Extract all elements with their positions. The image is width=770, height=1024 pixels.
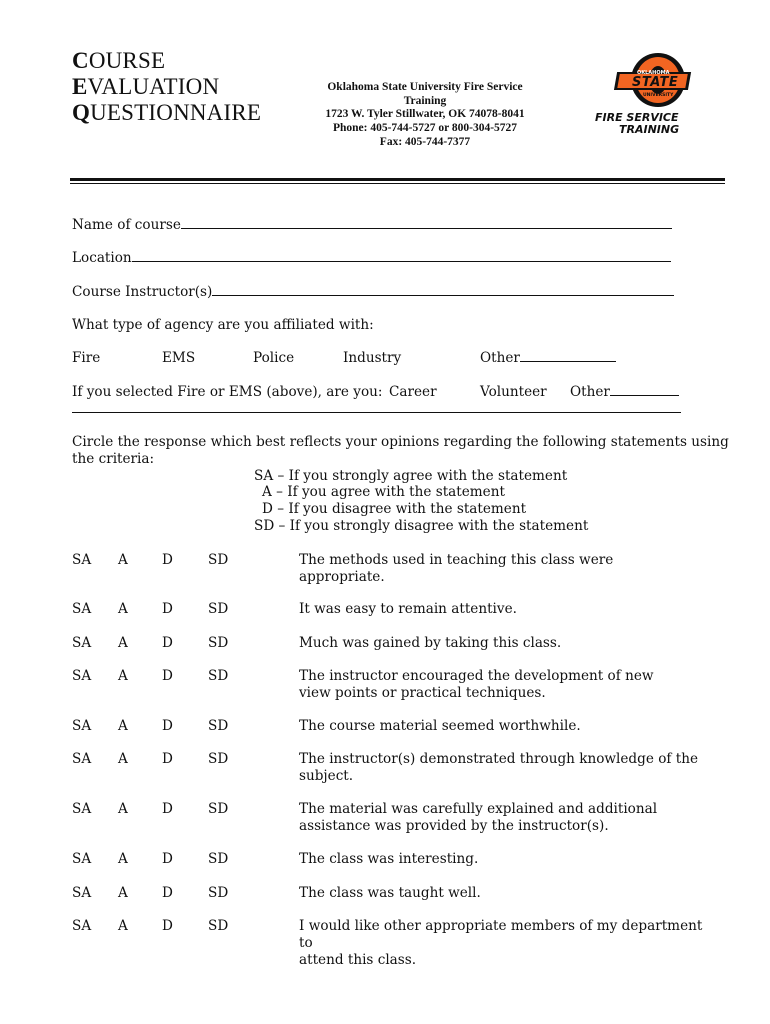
criteria-d: D – If you disagree with the statement	[262, 501, 527, 517]
osu-fire-service-logo	[592, 50, 716, 140]
rating-option-d[interactable]: D	[162, 801, 173, 817]
org-address: 1723 W. Tyler Stillwater, OK 74078-8041	[325, 108, 525, 121]
course-name-blank[interactable]	[181, 217, 672, 229]
rating-option-sa[interactable]: SA	[72, 635, 92, 651]
logo-top-text: OKLAHOMA	[637, 70, 670, 76]
statement-text	[299, 918, 719, 969]
rating-option-sa[interactable]: SA	[72, 851, 92, 867]
fire-ems-other-label: Other	[570, 384, 610, 400]
statement-line-1: The material was carefully explained and additional	[299, 801, 658, 817]
rating-option-a[interactable]: A	[118, 851, 128, 867]
rating-option-a[interactable]: A	[118, 918, 128, 934]
fire-ems-option-other[interactable]	[570, 384, 679, 401]
rating-option-sa[interactable]: SA	[72, 552, 92, 568]
logo-caption-2: TRAINING	[619, 123, 680, 136]
rating-option-sd[interactable]: SD	[208, 851, 229, 867]
course-name-label: Name of course	[72, 217, 181, 233]
rating-option-sd[interactable]: SD	[208, 668, 229, 684]
statement-line-1: The course material seemed worthwhile.	[299, 718, 581, 734]
statement-text	[299, 601, 719, 618]
statement-line-2: subject.	[299, 768, 354, 784]
statement-text	[299, 718, 719, 735]
rating-option-a[interactable]: A	[118, 668, 128, 684]
fire-ems-option-career[interactable]: Career	[389, 384, 437, 400]
rating-option-d[interactable]: D	[162, 552, 173, 568]
fire-ems-other-continuation-line[interactable]	[72, 412, 681, 413]
org-name: Oklahoma State University Fire Service	[327, 81, 523, 93]
agency-option-industry[interactable]: Industry	[343, 350, 402, 366]
agency-option-police[interactable]: Police	[253, 350, 295, 366]
rating-option-sa[interactable]: SA	[72, 751, 92, 767]
rating-option-sa[interactable]: SA	[72, 885, 92, 901]
location-label: Location	[72, 250, 132, 266]
statement-line-1: Much was gained by taking this class.	[299, 635, 562, 651]
rating-option-sd[interactable]: SD	[208, 635, 229, 651]
rating-option-sd[interactable]: SD	[208, 751, 229, 767]
agency-option-ems[interactable]: EMS	[162, 350, 196, 366]
rating-option-d[interactable]: D	[162, 851, 173, 867]
location-blank[interactable]	[132, 250, 671, 262]
title-line-2: EVALUATION	[72, 74, 220, 99]
rating-option-sa[interactable]: SA	[72, 668, 92, 684]
rating-option-d[interactable]: D	[162, 718, 173, 734]
agency-question: What type of agency are you affiliated with:	[72, 317, 374, 333]
org-phone: Phone: 405-744-5727 or 800-304-5727	[332, 122, 518, 135]
statement-line-1: It was easy to remain attentive.	[299, 601, 517, 617]
rating-option-sd[interactable]: SD	[208, 918, 229, 934]
statement-text	[299, 552, 719, 586]
statement-text	[299, 801, 719, 835]
statement-text	[299, 885, 719, 902]
rating-option-d[interactable]: D	[162, 918, 173, 934]
statement-line-1: I would like other appropriate members of my department to	[299, 918, 703, 951]
rating-option-a[interactable]: A	[118, 718, 128, 734]
logo-caption-1: FIRE SERVICE	[595, 111, 679, 124]
org-address-block	[290, 81, 560, 150]
logo-main-text: STATE	[632, 75, 679, 90]
statement-line-1: The instructor encouraged the development of new	[299, 668, 654, 684]
instructors-label: Course Instructor(s)	[72, 284, 213, 300]
rating-option-sd[interactable]: SD	[208, 601, 229, 617]
statement-line-2: appropriate.	[299, 569, 385, 585]
statement-line-2: assistance was provided by the instructor(s).	[299, 818, 609, 834]
rating-option-a[interactable]: A	[118, 552, 128, 568]
header-rule-thick	[70, 178, 725, 181]
header-rule-thin	[70, 183, 725, 184]
rating-option-d[interactable]: D	[162, 885, 173, 901]
criteria-a: A – If you agree with the statement	[262, 484, 505, 500]
rating-option-a[interactable]: A	[118, 885, 128, 901]
fire-ems-other-blank[interactable]	[610, 384, 679, 396]
rating-option-sa[interactable]: SA	[72, 918, 92, 934]
agency-option-other[interactable]	[480, 350, 616, 367]
agency-other-label: Other	[480, 350, 520, 366]
rating-option-d[interactable]: D	[162, 601, 173, 617]
instructions-line-1: Circle the response which best reflects your opinions regarding the following statements using	[72, 434, 729, 450]
rating-option-sd[interactable]: SD	[208, 801, 229, 817]
statement-line-2: view points or practical techniques.	[299, 685, 546, 701]
rating-option-a[interactable]: A	[118, 601, 128, 617]
rating-option-sd[interactable]: SD	[208, 718, 229, 734]
rating-option-a[interactable]: A	[118, 751, 128, 767]
instructors-field[interactable]	[72, 284, 674, 301]
instructors-blank[interactable]	[212, 284, 674, 296]
org-fax: Fax: 405-744-7377	[379, 135, 471, 148]
criteria-sd: SD – If you strongly disagree with the statement	[254, 518, 589, 534]
statement-line-2: attend this class.	[299, 952, 417, 968]
location-field[interactable]	[72, 250, 671, 267]
criteria-sa: SA – If you strongly agree with the statement	[254, 468, 568, 484]
statement-line-1: The instructor(s) demonstrated through knowledge of the	[299, 751, 698, 767]
course-name-field[interactable]	[72, 217, 672, 234]
rating-option-sa[interactable]: SA	[72, 601, 92, 617]
rating-option-d[interactable]: D	[162, 751, 173, 767]
rating-option-sd[interactable]: SD	[208, 552, 229, 568]
title-line-3: QUESTIONNAIRE	[72, 100, 262, 125]
statement-text	[299, 851, 719, 868]
rating-option-sd[interactable]: SD	[208, 885, 229, 901]
org-name-cont: Training	[403, 94, 447, 107]
form-title	[72, 48, 261, 126]
statement-line-1: The class was taught well.	[299, 885, 481, 901]
rating-option-sa[interactable]: SA	[72, 718, 92, 734]
statement-line-1: The methods used in teaching this class were	[299, 552, 614, 568]
statement-text	[299, 751, 719, 785]
title-line-1: COURSE	[72, 48, 166, 73]
logo-sub-text: UNIVERSITY	[643, 93, 674, 98]
statement-text	[299, 668, 719, 702]
rating-option-d[interactable]: D	[162, 668, 173, 684]
statement-text	[299, 635, 719, 652]
fire-ems-option-volunteer[interactable]: Volunteer	[480, 384, 547, 400]
statement-line-1: The class was interesting.	[299, 851, 479, 867]
agency-other-blank[interactable]	[520, 350, 616, 362]
instructions-line-2: the criteria:	[72, 451, 155, 467]
rating-option-a[interactable]: A	[118, 801, 128, 817]
agency-option-fire[interactable]: Fire	[72, 350, 101, 366]
rating-option-sa[interactable]: SA	[72, 801, 92, 817]
fire-ems-question: If you selected Fire or EMS (above), are you:	[72, 384, 383, 400]
rating-option-d[interactable]: D	[162, 635, 173, 651]
rating-option-a[interactable]: A	[118, 635, 128, 651]
